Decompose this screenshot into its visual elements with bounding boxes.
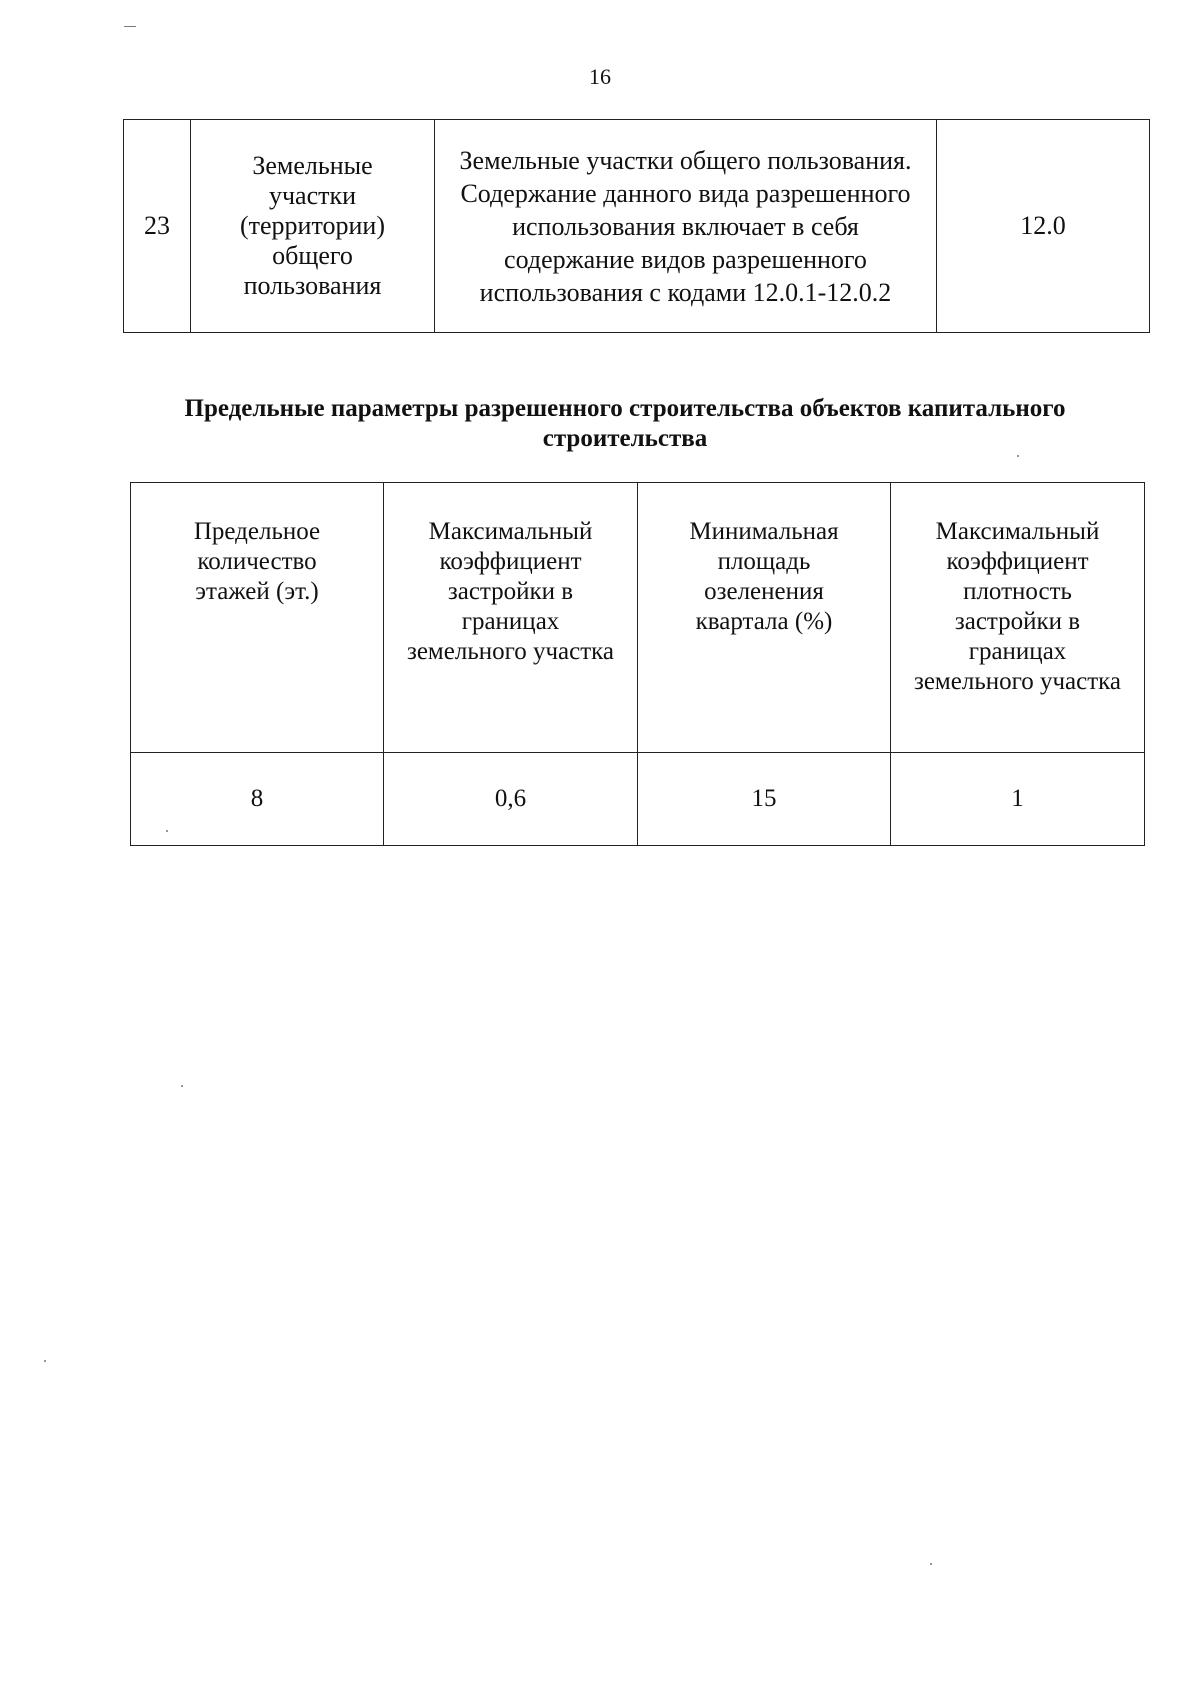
section-title: Предельные параметры разрешенного строительства объектов капитального строительства [184, 395, 1066, 452]
land-use-table [123, 119, 1150, 333]
header-floors: Предельное количество этажей (эт.) [131, 483, 384, 753]
row-number-cell: 23 [124, 120, 191, 333]
value-max-build-coefficient: 0,6 [384, 753, 638, 846]
scan-speck [1017, 455, 1019, 457]
table-row [131, 753, 1145, 846]
scan-speck [181, 1085, 183, 1087]
scan-speck [44, 1360, 46, 1362]
table-header-row [131, 483, 1145, 753]
land-use-name-cell: Земельные участки (территории) общего пользования [191, 120, 435, 333]
scan-speck [166, 830, 168, 832]
land-use-code-cell: 12.0 [937, 120, 1150, 333]
page-number: 16 [589, 64, 611, 89]
value-max-density-coefficient: 1 [891, 753, 1145, 846]
scan-speck [930, 1563, 932, 1565]
header-min-greenery: Минимальная площадь озеленения квартала (%) [638, 483, 891, 753]
land-use-description-cell: Земельные участки общего пользования. Содержание данного вида разрешенного использования включает в себя содержание видов разрешенного использования с кодами 12.0.1-12.0.2 [435, 120, 937, 333]
header-max-density-coefficient: Максимальный коэффициент плотность застройки в границах земельного участка [891, 483, 1145, 753]
table-row [124, 120, 1150, 333]
header-max-build-coefficient: Максимальный коэффициент застройки в границах земельного участка [384, 483, 638, 753]
parameters-table [130, 482, 1145, 846]
scan-speck [124, 26, 136, 27]
value-floors: 8 [131, 753, 384, 846]
value-min-greenery: 15 [638, 753, 891, 846]
